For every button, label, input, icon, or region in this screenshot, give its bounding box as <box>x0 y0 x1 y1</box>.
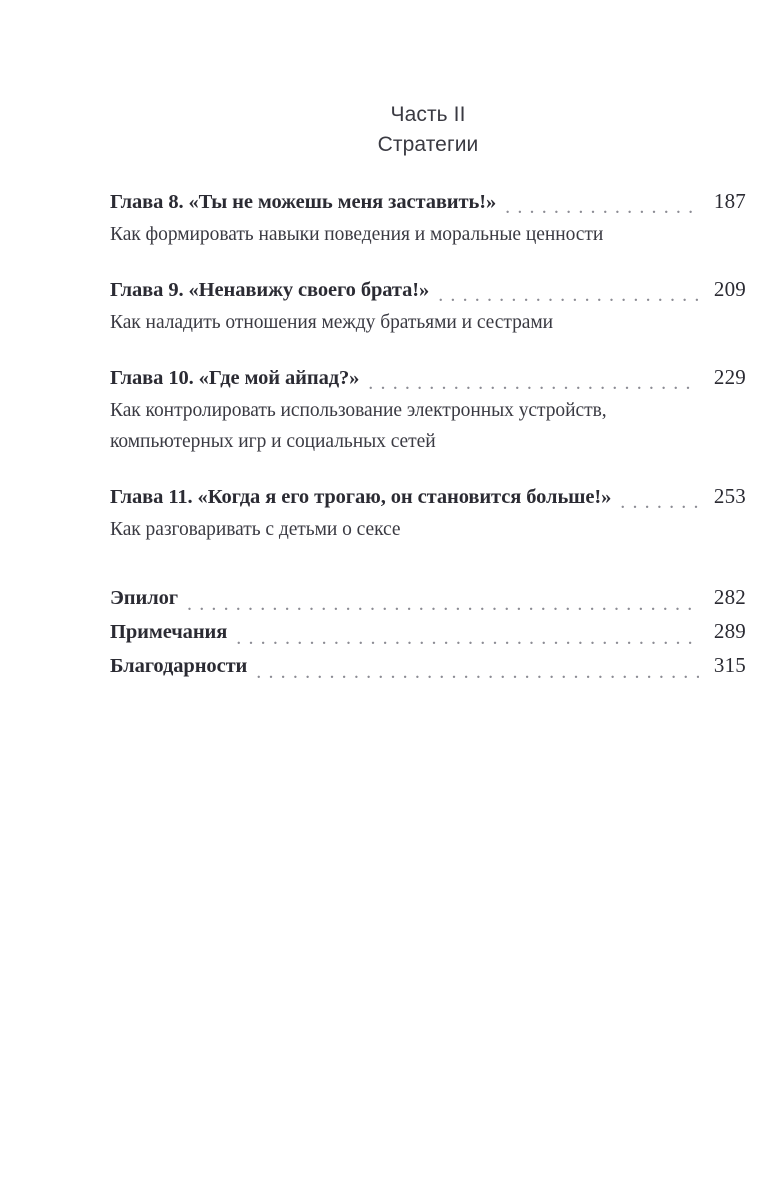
table-of-contents <box>110 186 746 683</box>
toc-entry-title[interactable]: Глава 10. «Где мой айпад?» <box>110 367 360 389</box>
dot-leader <box>505 198 699 219</box>
toc-entry-line <box>110 186 746 218</box>
toc-entry-title[interactable]: Глава 11. «Когда я его трогаю, он становится больше!» <box>110 486 612 508</box>
part-header <box>110 100 746 160</box>
toc-entry-page-number: 282 <box>713 585 746 609</box>
toc-entry-page-number: 253 <box>713 484 746 508</box>
dot-leader <box>236 629 699 650</box>
dot-leader <box>256 663 699 684</box>
toc-entry-subtitle <box>110 307 746 338</box>
toc-entry-line <box>110 615 746 649</box>
backmatter-list <box>110 581 746 683</box>
toc-entry-title[interactable]: Эпилог <box>110 587 178 609</box>
toc-entry-line <box>110 362 746 394</box>
toc-entry-page-number: 289 <box>713 619 746 643</box>
toc-entry-title[interactable]: Благодарности <box>110 655 248 677</box>
toc-entry[interactable] <box>110 615 746 649</box>
toc-entry[interactable] <box>110 649 746 683</box>
dot-leader <box>620 493 699 514</box>
dot-leader <box>368 374 699 395</box>
toc-entry-subtitle <box>110 395 746 457</box>
part-title-label: Стратегии <box>377 133 479 156</box>
toc-entry-title[interactable]: Примечания <box>110 621 228 643</box>
toc-entry-line <box>110 649 746 683</box>
toc-entry[interactable] <box>110 581 746 615</box>
dot-leader <box>438 286 699 307</box>
part-number-label: Часть II <box>390 103 466 126</box>
toc-entry-subtitle <box>110 219 746 250</box>
toc-entry-subtitle-line: компьютерных игр и социальных сетей <box>110 431 436 452</box>
toc-entry-subtitle <box>110 514 746 545</box>
toc-entry-subtitle-line: Как формировать навыки поведения и моральные ценности <box>110 224 604 245</box>
toc-entry-subtitle-line: Как разговаривать с детьми о сексе <box>110 519 401 540</box>
toc-entry-line <box>110 481 746 513</box>
toc-entry[interactable] <box>110 274 746 338</box>
toc-entry-line <box>110 581 746 615</box>
toc-entry-title[interactable]: Глава 8. «Ты не можешь меня заставить!» <box>110 191 497 213</box>
toc-entry-page-number: 209 <box>713 277 746 301</box>
toc-entry[interactable] <box>110 186 746 250</box>
content-column <box>110 0 746 683</box>
toc-entry-subtitle-line: Как контролировать использование электронных устройств, <box>110 400 607 421</box>
dot-leader <box>187 595 699 616</box>
toc-entry[interactable] <box>110 481 746 545</box>
toc-entry-title[interactable]: Глава 9. «Ненавижу своего брата!» <box>110 279 430 301</box>
toc-entry-subtitle-line: Как наладить отношения между братьями и сестрами <box>110 312 554 333</box>
toc-entry-line <box>110 274 746 306</box>
toc-entry-page-number: 229 <box>713 365 746 389</box>
toc-entry-page-number: 315 <box>713 653 746 677</box>
toc-entry-page-number: 187 <box>713 189 746 213</box>
toc-entry[interactable] <box>110 362 746 457</box>
